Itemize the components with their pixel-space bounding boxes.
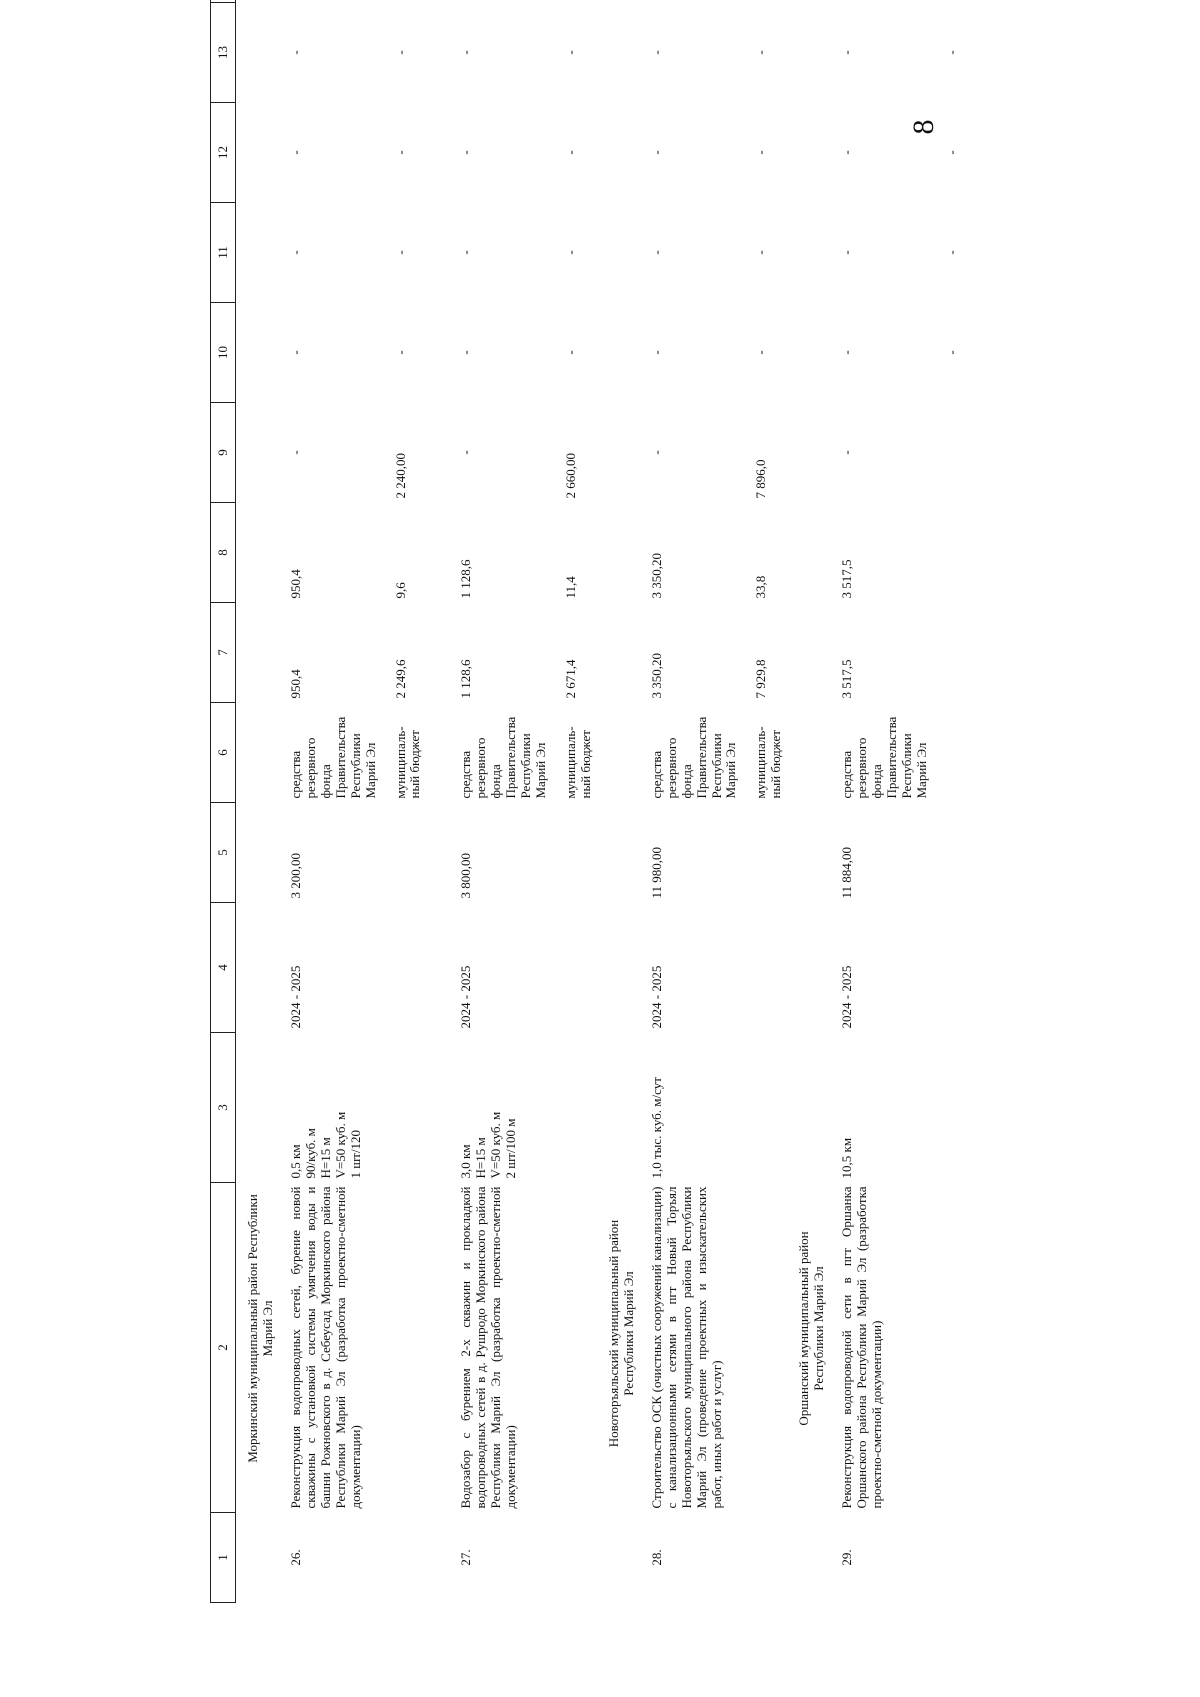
- cell: [933, 0, 963, 3]
- cell: -: [287, 250, 303, 255]
- col-header: 10: [211, 303, 236, 403]
- col-header: 3: [211, 1033, 236, 1183]
- cell: 7 929,8: [753, 659, 769, 699]
- cell: 3 517,5: [839, 559, 855, 599]
- table-row: [837, 0, 933, 1603]
- cell: 3 517,5: [839, 659, 855, 699]
- cell: 950,4: [287, 669, 303, 699]
- cell: -: [563, 50, 578, 55]
- cell: [286, 0, 382, 3]
- col-header: 1: [211, 1513, 236, 1603]
- project-name: Строительство ОСК (очистных сооружений канализации) с канализационными сетями в пгт Новый Торъял Новоторъяльского муниципального района Республики Марий Эл (проведение проектных и изыскательских работ, иных работ и услуг): [648, 1186, 724, 1509]
- cell: -: [753, 150, 769, 155]
- region-row: [787, 0, 837, 1603]
- rotated-page: [210, 46, 1200, 1603]
- funding-source: [933, 703, 963, 803]
- table-row: [456, 0, 552, 1603]
- funding-source: средства резервного фонда Правительства Республики Марий Эл: [839, 716, 929, 799]
- cell: -: [943, 350, 959, 355]
- col-header: 8: [211, 503, 236, 603]
- cell: -: [943, 50, 959, 55]
- funding-source: средства резервного фонда Правительства Республики Марий Эл: [648, 716, 739, 799]
- cell: [647, 0, 743, 3]
- region-title: Моркинский муниципальный район Республики Марий Эл: [245, 1194, 275, 1463]
- cell: -: [648, 50, 664, 55]
- project-name: Водозабор с бурением 2-х скважин и прокладкой водопроводных сетей в д. Рушродо Моркинского района Республики Марий Эл (разработка проектно-сметной документации): [458, 1186, 519, 1509]
- col-header: 6: [211, 703, 236, 803]
- cell: -: [392, 350, 408, 355]
- project-name: Реконструкция водопроводных сетей, бурение новой скважины с установкой системы умягчения воды и башни Рожновского в д. Себеусад Моркинского района Республики Марий Эл (разработка проектно-сметной документации): [287, 1186, 363, 1509]
- cell: -: [839, 350, 855, 355]
- row-number: 28.: [648, 1549, 664, 1566]
- cell: -: [287, 150, 303, 155]
- row-number: 26.: [287, 1549, 303, 1566]
- period: 2024 - 2025: [458, 965, 474, 1029]
- table-header-row: [211, 0, 236, 1603]
- funding-source: муниципаль-ный бюджет: [563, 726, 593, 799]
- cell: 2 240,00: [392, 453, 408, 499]
- cell: -: [563, 250, 578, 255]
- cell: 2 660,00: [563, 453, 578, 499]
- cell: [456, 0, 552, 3]
- row-number: 29.: [839, 1549, 855, 1566]
- cell: 1 128,6: [458, 659, 474, 699]
- cell: 33,8: [753, 575, 769, 599]
- capacity: 1,0 тыс. куб. м/сут: [648, 1077, 664, 1179]
- capacity: 3,0 км H=15 м V=50 куб. м 2 шт/100 м: [458, 1111, 519, 1179]
- total-cost: 11 980,00: [648, 846, 664, 899]
- table-row: [286, 0, 382, 1603]
- cell: -: [392, 50, 408, 55]
- col-header: 5: [211, 803, 236, 903]
- cell: 3 350,20: [648, 653, 664, 699]
- capacity: 10,5 км: [839, 1137, 855, 1179]
- cell: -: [839, 250, 855, 255]
- table-row: [647, 0, 743, 1603]
- funding-source: муниципаль-ный бюджет: [392, 726, 423, 799]
- total-cost: 3 200,00: [287, 853, 303, 899]
- region-row: [236, 0, 286, 1603]
- cell: -: [458, 250, 474, 255]
- project-name: Реконструкция водопроводной сети в пгт Оршанка Оршанского района Республики Марий Эл (разработка проектно-сметной документации): [839, 1186, 884, 1509]
- cell: -: [648, 350, 664, 355]
- cell: -: [839, 450, 855, 455]
- cell: -: [563, 350, 578, 355]
- region-title: Новоторъяльский муниципальный район Республики Марий Эл: [605, 1219, 636, 1448]
- col-header: 13: [211, 3, 236, 103]
- period: 2024 - 2025: [287, 965, 303, 1029]
- cell: 1 128,6: [458, 559, 474, 599]
- cell: -: [753, 250, 769, 255]
- page-number: 8: [907, 119, 940, 135]
- cell: -: [943, 250, 959, 255]
- cell: -: [648, 250, 664, 255]
- col-header: 12: [211, 103, 236, 203]
- cell: 9,6: [392, 582, 408, 599]
- cell: 11,4: [563, 576, 578, 599]
- row-number: 27.: [458, 1549, 474, 1566]
- total-cost: 3 800,00: [458, 853, 474, 899]
- cell: 2 671,4: [563, 659, 578, 699]
- cell: -: [943, 150, 959, 155]
- cell: -: [753, 350, 769, 355]
- period: 2024 - 2025: [839, 965, 855, 1029]
- cell: [552, 0, 597, 3]
- cell: [382, 0, 427, 3]
- cell: 950,4: [287, 569, 303, 599]
- total-cost: 11 884,00: [839, 846, 855, 899]
- col-header: [211, 0, 236, 3]
- cell: -: [839, 150, 855, 155]
- cell: 7 896,0: [753, 459, 769, 499]
- capacity: 0,5 км 90/куб. м H=15 м V=50 куб. м 1 шт/120: [287, 1111, 363, 1179]
- cell: [933, 503, 963, 603]
- cell: -: [458, 150, 474, 155]
- cell: -: [563, 150, 578, 155]
- col-header: 4: [211, 903, 236, 1033]
- cell: [742, 0, 787, 3]
- cell: [933, 403, 963, 503]
- region-title: Оршанский муниципальный район Республики Марий Эл: [796, 1231, 827, 1426]
- region-row: [597, 0, 647, 1603]
- col-header: 11: [211, 203, 236, 303]
- cell: -: [392, 250, 408, 255]
- funding-source: муниципаль-ный бюджет: [753, 726, 784, 799]
- cell: -: [648, 450, 664, 455]
- cell: -: [287, 350, 303, 355]
- cell: -: [458, 450, 474, 455]
- col-header: 7: [211, 603, 236, 703]
- funding-source: средства резервного фонда Правительства Республики Марий Эл: [287, 716, 378, 799]
- cell: -: [392, 150, 408, 155]
- cell: -: [839, 50, 855, 55]
- cell: [933, 603, 963, 703]
- cell: -: [753, 50, 769, 55]
- cell: -: [287, 450, 303, 455]
- period: 2024 - 2025: [648, 965, 664, 1029]
- cell: -: [648, 150, 664, 155]
- cell: [837, 0, 933, 3]
- cell: -: [458, 50, 474, 55]
- cell: -: [287, 50, 303, 55]
- col-header: 9: [211, 403, 236, 503]
- program-table: [210, 0, 963, 1603]
- col-header: 2: [211, 1183, 236, 1513]
- cell: 3 350,20: [648, 553, 664, 599]
- cell: -: [458, 350, 474, 355]
- cell: 2 249,6: [392, 659, 408, 699]
- funding-source: средства резервного фонда Правительства Республики Марий Эл: [458, 716, 549, 799]
